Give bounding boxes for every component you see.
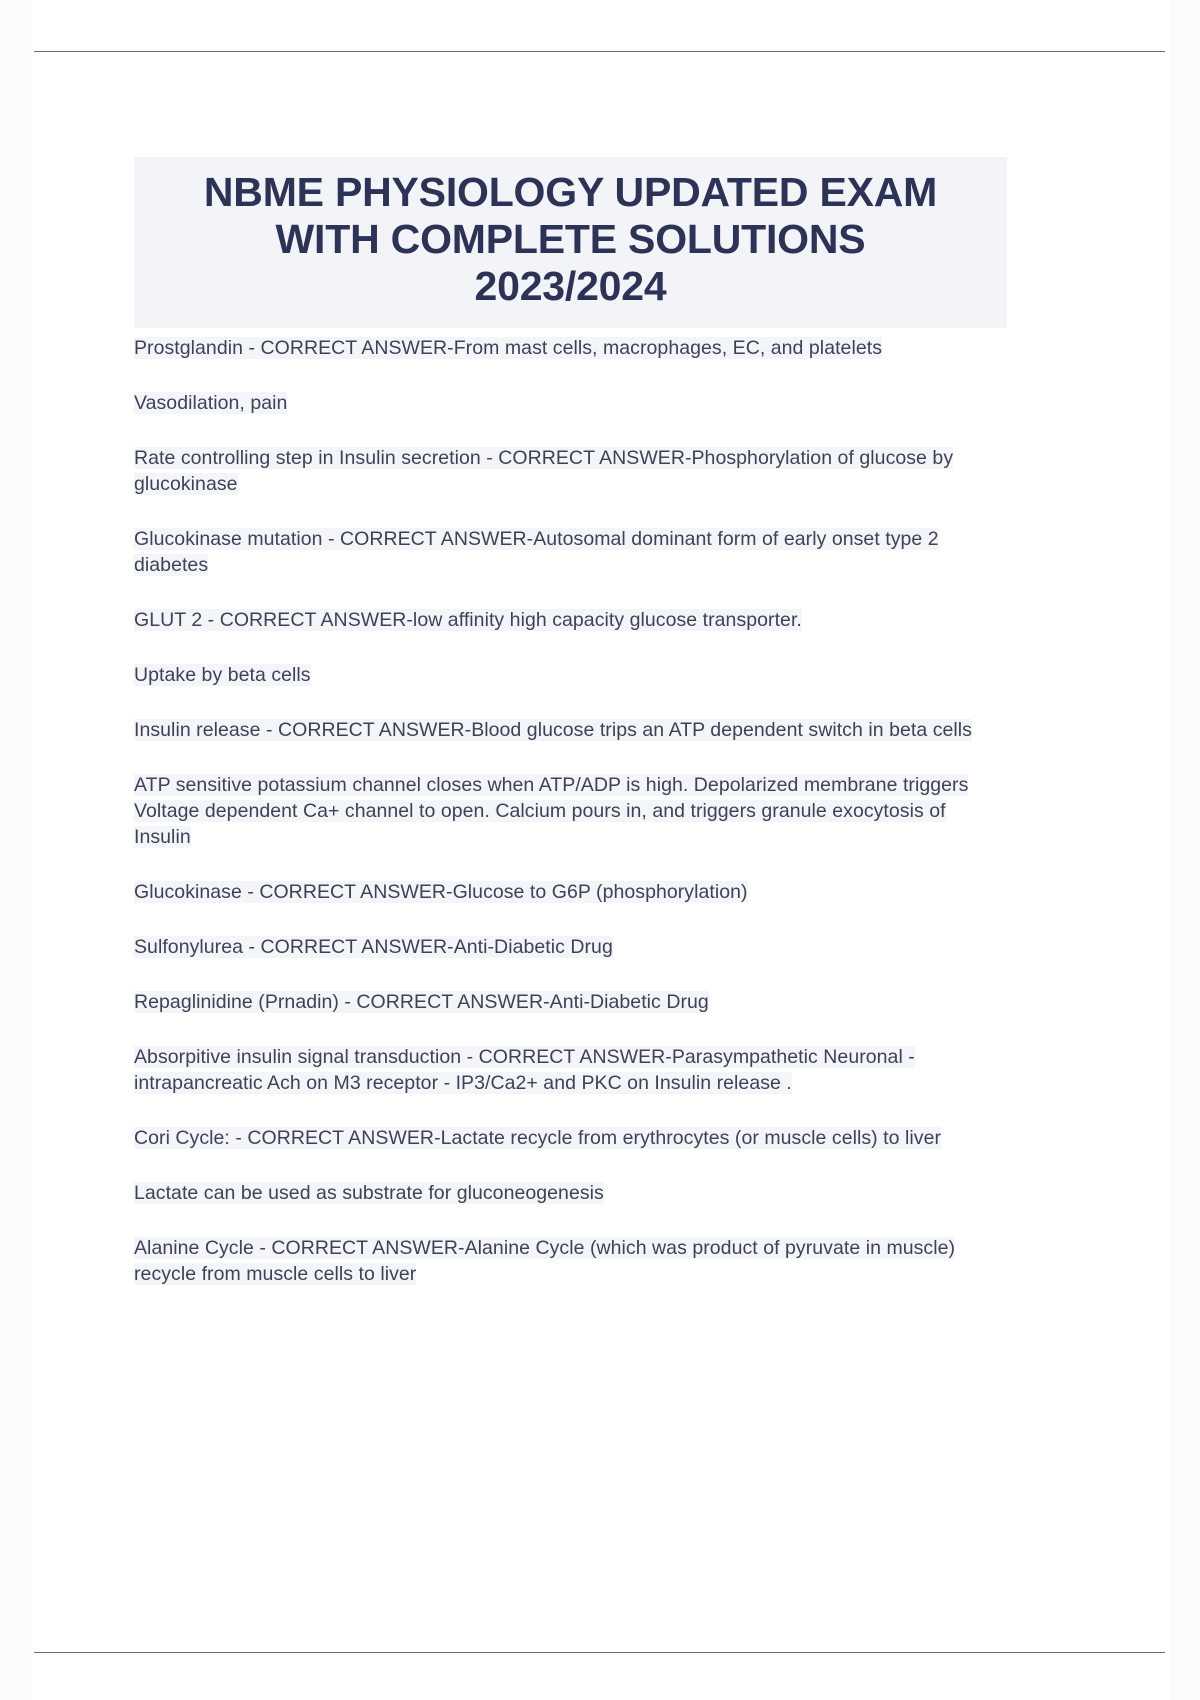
body-paragraph-text: Cori Cycle: - CORRECT ANSWER-Lactate recycle from erythrocytes (or muscle cells) to liver xyxy=(134,1127,942,1149)
body-paragraph-text: Absorpitive insulin signal transduction - CORRECT ANSWER-Parasympathetic Neuronal - intrapancreatic Ach on M3 receptor - IP3/Ca2+ and PKC on Insulin release . xyxy=(134,1046,915,1094)
page-title-line-3: 2023/2024 xyxy=(474,263,667,309)
page-title-line-1: NBME PHYSIOLOGY UPDATED EXAM xyxy=(203,169,938,215)
body-paragraph xyxy=(134,607,1007,633)
body-paragraph xyxy=(134,1235,1007,1287)
body-paragraph xyxy=(134,335,1007,361)
body-paragraph-text: Rate controlling step in Insulin secretion - CORRECT ANSWER-Phosphorylation of glucose by glucokinase xyxy=(134,447,954,495)
body-paragraph-text: Glucokinase mutation - CORRECT ANSWER-Autosomal dominant form of early onset type 2 diabetes xyxy=(134,528,939,576)
body-paragraph-text: Repaglinidine (Prnadin) - CORRECT ANSWER-Anti-Diabetic Drug xyxy=(134,991,709,1013)
footer-divider-line xyxy=(34,1652,1165,1653)
header-divider-line xyxy=(34,51,1165,52)
body-paragraph-text: Alanine Cycle - CORRECT ANSWER-Alanine Cycle (which was product of pyruvate in muscle) recycle from muscle cells to liver xyxy=(134,1237,956,1285)
body-paragraph-text: Vasodilation, pain xyxy=(134,392,288,414)
page-title-line-2: WITH COMPLETE SOLUTIONS xyxy=(275,216,866,262)
body-paragraph-text: Sulfonylurea - CORRECT ANSWER-Anti-Diabetic Drug xyxy=(134,936,613,958)
body-paragraph xyxy=(134,1180,1007,1206)
body-paragraph xyxy=(134,390,1007,416)
body-paragraph xyxy=(134,934,1007,960)
body-paragraph-text: GLUT 2 - CORRECT ANSWER-low affinity high capacity glucose transporter. xyxy=(134,609,802,631)
body-paragraph xyxy=(134,662,1007,688)
body-paragraph-text: Prostglandin - CORRECT ANSWER-From mast cells, macrophages, EC, and platelets xyxy=(134,337,882,359)
body-paragraph xyxy=(134,445,1007,497)
body-paragraph xyxy=(134,526,1007,578)
body-paragraph xyxy=(134,717,1007,743)
document-body xyxy=(134,335,1007,1316)
page-right-margin xyxy=(1170,0,1200,1700)
body-paragraph xyxy=(134,772,1007,850)
body-paragraph xyxy=(134,1044,1007,1096)
body-paragraph xyxy=(134,879,1007,905)
body-paragraph-text: Glucokinase - CORRECT ANSWER-Glucose to G6P (phosphorylation) xyxy=(134,881,748,903)
document-title-block xyxy=(134,157,1007,328)
body-paragraph-text: Lactate can be used as substrate for gluconeogenesis xyxy=(134,1182,604,1204)
body-paragraph-text: Uptake by beta cells xyxy=(134,664,311,686)
page-left-margin xyxy=(0,0,32,1700)
body-paragraph-text: Insulin release - CORRECT ANSWER-Blood glucose trips an ATP dependent switch in beta cells xyxy=(134,719,972,741)
body-paragraph xyxy=(134,989,1007,1015)
body-paragraph-text: ATP sensitive potassium channel closes when ATP/ADP is high. Depolarized membrane triggers Voltage dependent Ca+ channel to open. Calcium pours in, and triggers granule exocytosis of Insulin xyxy=(134,774,969,848)
body-paragraph xyxy=(134,1125,1007,1151)
